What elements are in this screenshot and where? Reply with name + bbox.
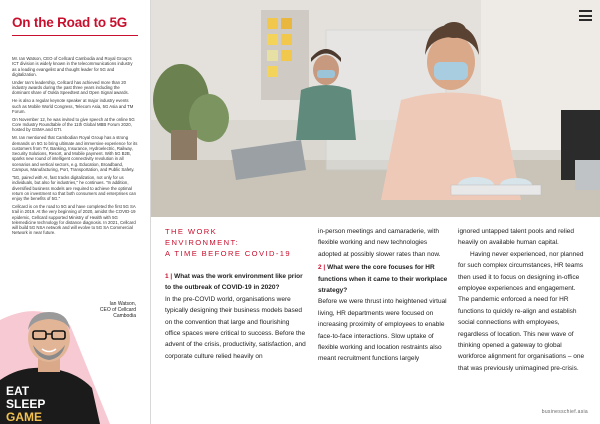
question-2-number: 2 | bbox=[318, 264, 326, 272]
section-heading bbox=[165, 226, 306, 259]
answer-2-part-3: Having never experienced, nor planned for such complex circumstances, HR teams then used it to focus on designing in-office employee experiences and engagement. The pandemic enforced a need for HR functions to quickly re-align and establish social connections with employees, regardless of location. This new wave of thinking opened a gateway to global workforce alignment for organisations – one that was previously unimagined pre-crisis. bbox=[458, 250, 585, 372]
shirt-text-game: GAME bbox=[6, 410, 42, 424]
sidebar-panel bbox=[0, 0, 151, 424]
question-2 bbox=[318, 262, 451, 296]
portrait-caption bbox=[100, 301, 136, 320]
sidebar-paragraph: Cellcard is on the road to 5G and have completed the first 5G SA trail in 2019. At the very beginning of 2020, amidst the COVID-19 epidemic, Cellcard supported Ministry of Health with 5G telemedicine technology for distance diagnosis. In 2021, Cellcard will build 5G NSA network and will evolve to 5G SA Commercial Network in near future. bbox=[12, 203, 136, 236]
section-heading-line-1: THE WORK bbox=[165, 227, 218, 236]
article-column-3 bbox=[458, 226, 586, 374]
question-1-text: What was the work environment like prior to the outbreak of COVID-19 in 2020? bbox=[165, 273, 303, 292]
office-photo bbox=[151, 0, 600, 217]
sidebar-body bbox=[12, 56, 138, 238]
caption-title-line-1: CEO of Cellcard bbox=[99, 307, 136, 314]
sidebar-paragraph: On November 12, he was invited to give speech at the online 5G Core Industry Roundtable of the 11th Global MBB Forum 2020, hosted by GSMA and GTI. bbox=[12, 116, 135, 133]
question-1-number: 1 | bbox=[165, 273, 173, 280]
section-heading-line-2: ENVIRONMENT: bbox=[165, 238, 240, 247]
sidebar-title: On the Road to 5G bbox=[12, 15, 128, 30]
sidebar-title-rule bbox=[12, 35, 138, 36]
section-heading-line-3: A TIME BEFORE COVID-19 bbox=[165, 249, 292, 258]
caption-name: Ian Watson, bbox=[109, 301, 136, 307]
sidebar-paragraph: Under Ian's leadership, Cellcard has achieved more than 20 industry awards during the past three years including the dominant share of Ookla Speedtest and Open Signal awards. bbox=[12, 79, 129, 96]
question-1 bbox=[165, 271, 306, 294]
office-scene-illustration bbox=[151, 0, 600, 217]
sidebar-paragraph: Mr. Ian mentioned that Cambodian Royal Group has a strong demands on 5G to bring ultimate and immersive experience for its customers from TV, Banking, Insurance, Hydroelectric, Railway, Security Solutions, Resort, and Mobile payment. With 5G B2B, sparks new round of intelligent connectivity revolution in all scenarios and vertical sectors, e.g. Education, Broadband, Campus, Manufacturing, Port, Transportation, and Public Safety. bbox=[12, 135, 138, 173]
question-2-text: What were the core focuses for HR functions when it came to their workplace strategy? bbox=[318, 264, 448, 295]
article-column-2 bbox=[318, 226, 451, 365]
answer-1-part-1: In the pre-COVID world, organisations were typically designing their business models based on the convention that large and flourishing office spaces were critical to success. Before the advent of the crisis, productivity, satisfaction, and corporate culture relied heavily on bbox=[165, 295, 306, 360]
caption-title-line-2: Cambodia bbox=[113, 313, 136, 320]
hamburger-menu-icon[interactable] bbox=[579, 10, 592, 21]
sidebar-paragraph: "5G, paired with AI, fast tracks digitalization, not only for us individuals, but also for industries," he continues. "In addition, diversified business models are required to achieve the optimal return on investment so that both consumers and enterprises can enjoy the benefits of 5G." bbox=[12, 174, 136, 202]
footer-site-url: businesschief.asia bbox=[541, 409, 588, 415]
shirt-text-sleep: SLEEP bbox=[6, 397, 46, 411]
article-column-1 bbox=[165, 226, 306, 362]
answer-1-part-2: in-person meetings and camaraderie, with flexible working and new technologies adopted at possibly slower rates than now. bbox=[318, 228, 441, 258]
ian-watson-portrait bbox=[0, 300, 110, 424]
sidebar-paragraph: He is also a regular keynote speaker at major industry events such as Mobile World Congress, Telecom Asia, 5G Asia and TM Forum. bbox=[12, 98, 134, 114]
answer-2-part-2: ignored untapped talent pools and relied heavily on available human capital. bbox=[458, 228, 575, 247]
answer-2-part-1: Before we were thrust into heightened virtual living, HR departments were focused on increasing proximity of employees to enable face-to-face interactions. Slow uptake of flexible working and location restraints also meant recruitment functions largely bbox=[318, 298, 447, 363]
sidebar-paragraph: Mr. Ian Watson, CEO of Cellcard Cambodia and Royal Group's ICT division is widely known in the telecommunications industry as a leading evangelist and thought leader for 5G and digitalization. bbox=[12, 56, 133, 77]
shirt-text-eat: EAT bbox=[6, 384, 30, 398]
